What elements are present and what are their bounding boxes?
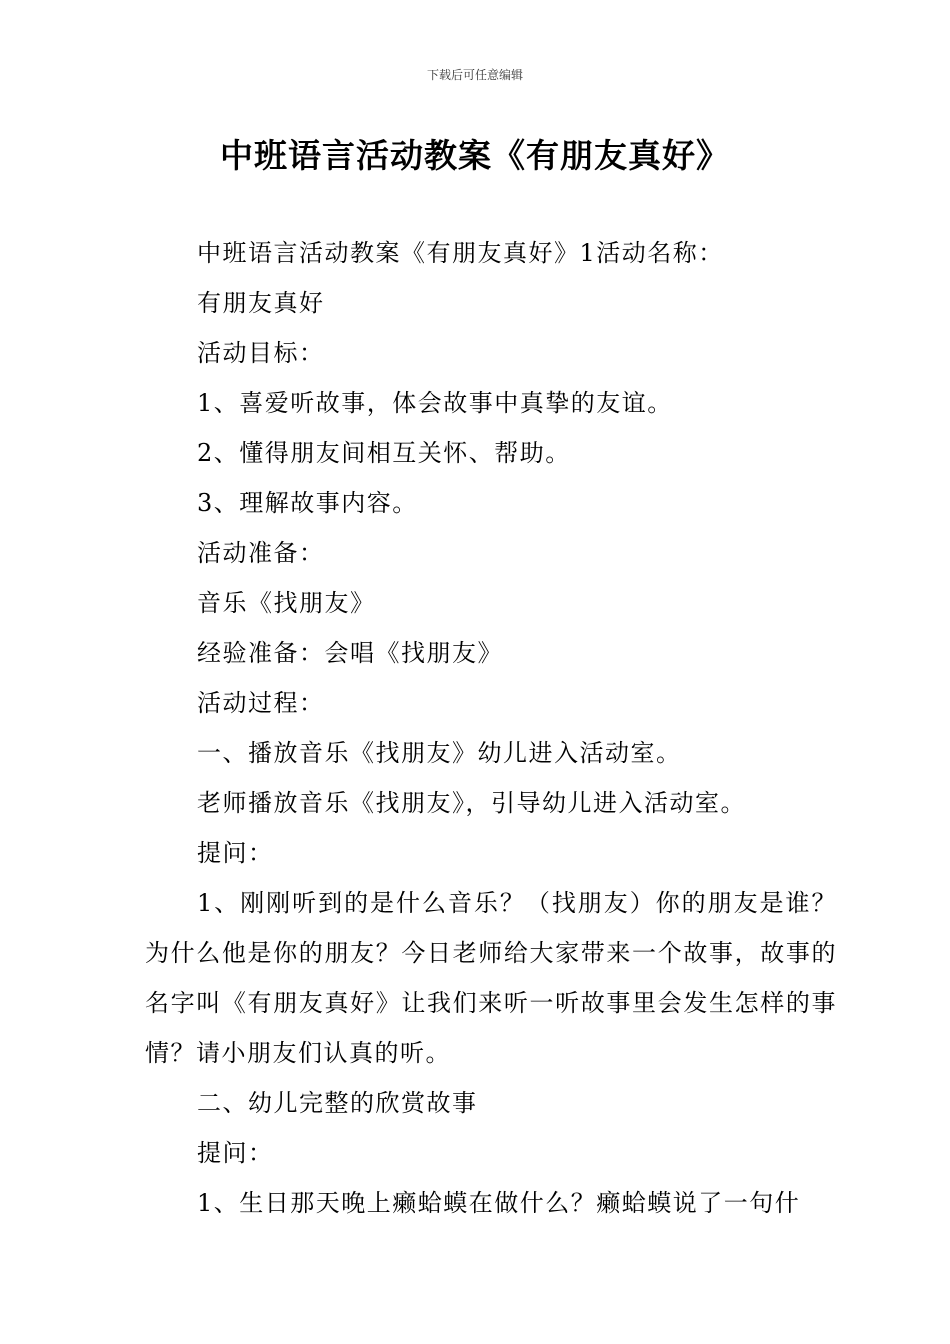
paragraph-goal-3: 3、理解故事内容。 [197, 489, 418, 517]
document-title: 中班语言活动教案《有朋友真好》 [220, 136, 730, 175]
paragraph-question-1: 1、刚刚听到的是什么音乐？（找朋友）你的朋友是谁？为什么他是你的朋友？今日老师给大家带来一个故事，故事的名字叫《有朋友真好》让我们来听一听故事里会发生怎样的事情？请小朋友们认真的听。 [145, 889, 837, 1067]
paragraph-preparation-experience: 经验准备：会唱《找朋友》 [197, 639, 503, 667]
paragraph-activity-name-heading: 中班语言活动教案《有朋友真好》1活动名称： [197, 239, 724, 267]
paragraph-question-2: 1、生日那天晚上癞蛤蟆在做什么？癞蛤蟆说了一句什 [197, 1189, 801, 1217]
paragraph-preparation-music: 音乐《找朋友》 [197, 589, 376, 617]
paragraph-activity-name: 有朋友真好 [197, 289, 325, 317]
paragraph-step-1: 一、播放音乐《找朋友》幼儿进入活动室。 [197, 739, 682, 767]
paragraph-preparation-heading: 活动准备： [197, 539, 325, 567]
paragraph-question-heading-2: 提问： [197, 1139, 274, 1167]
paragraph-step-1-detail: 老师播放音乐《找朋友》，引导幼儿进入活动室。 [197, 789, 746, 817]
page-header-note: 下载后可任意编辑 [426, 68, 523, 82]
paragraph-goal-1: 1、喜爱听故事，体会故事中真挚的友谊。 [197, 389, 673, 417]
paragraph-process-heading: 活动过程： [197, 689, 325, 717]
document-body [145, 228, 837, 1228]
paragraph-goals-heading: 活动目标： [197, 339, 325, 367]
paragraph-question-heading: 提问： [197, 839, 274, 867]
paragraph-goal-2: 2、懂得朋友间相互关怀、帮助。 [197, 439, 571, 467]
paragraph-step-2: 二、幼儿完整的欣赏故事 [197, 1089, 478, 1117]
